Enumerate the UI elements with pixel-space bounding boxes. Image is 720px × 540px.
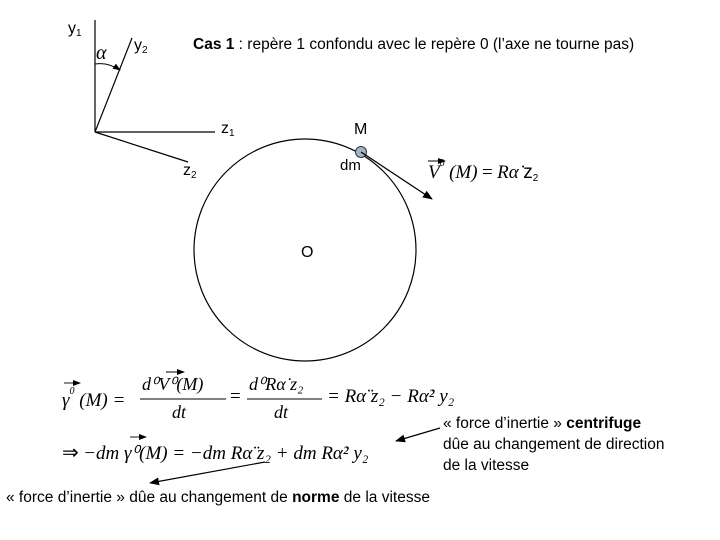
axis-y1-label: $y_1$ xyxy=(68,20,82,39)
norme-note: « force d’inertie » dûe au changement de norme de la vitesse xyxy=(6,489,430,506)
axis-z1-label: $z_1$ xyxy=(221,120,235,139)
centrifuge-note xyxy=(443,413,664,476)
angle-alpha-label: α xyxy=(96,42,107,64)
eq1-frac1-denominator: dt xyxy=(172,402,187,422)
axis-z2-line xyxy=(95,132,188,162)
eq1-frac1-numerator: d⁰V⁰(M) xyxy=(142,374,204,394)
axis-y2-label: $y_2$ xyxy=(134,37,148,56)
centrifuge-note-line1: « force d’inertie » centrifuge xyxy=(443,415,642,432)
norme-pointer-arrow xyxy=(150,462,265,483)
mass-dm-label: dm xyxy=(340,157,361,174)
eq1-equals: = xyxy=(230,386,241,407)
point-m-label: M xyxy=(354,121,368,138)
velocity-arrow xyxy=(361,152,432,199)
eq1-frac2-denominator: dt xyxy=(274,402,289,422)
title-rest: : repère 1 confondu avec le repère 0 (l’axe ne tourne pas) xyxy=(234,36,635,53)
implies-symbol: ⇒ xyxy=(62,442,79,464)
title-bold: Cas 1 xyxy=(193,36,235,53)
eq1-gamma: $\gamma^0$ (M) = xyxy=(62,386,126,411)
page-title xyxy=(193,36,634,54)
center-o-label: O xyxy=(301,244,314,261)
velocity-formula: $V^0$ (M) = Rα̇ $z_2$ xyxy=(428,158,539,184)
eq1-rhs: = Rα̈ z₂ − Rα̇² y₂ xyxy=(327,386,455,407)
eq1-frac2-numerator: d⁰Rα̇ z₂ xyxy=(249,374,304,394)
eq2 xyxy=(62,440,368,465)
eq2-body: −dm γ⁰(M) = −dm Rα̈ z₂ + dm Rα̇² y₂ xyxy=(83,443,369,464)
centrifuge-note-line3: de la vitesse xyxy=(443,457,530,474)
centrifuge-pointer-arrow xyxy=(396,428,440,441)
centrifuge-note-line2: dûe au changement de direction xyxy=(443,436,665,453)
axis-z2-label: $z_2$ xyxy=(183,162,197,181)
